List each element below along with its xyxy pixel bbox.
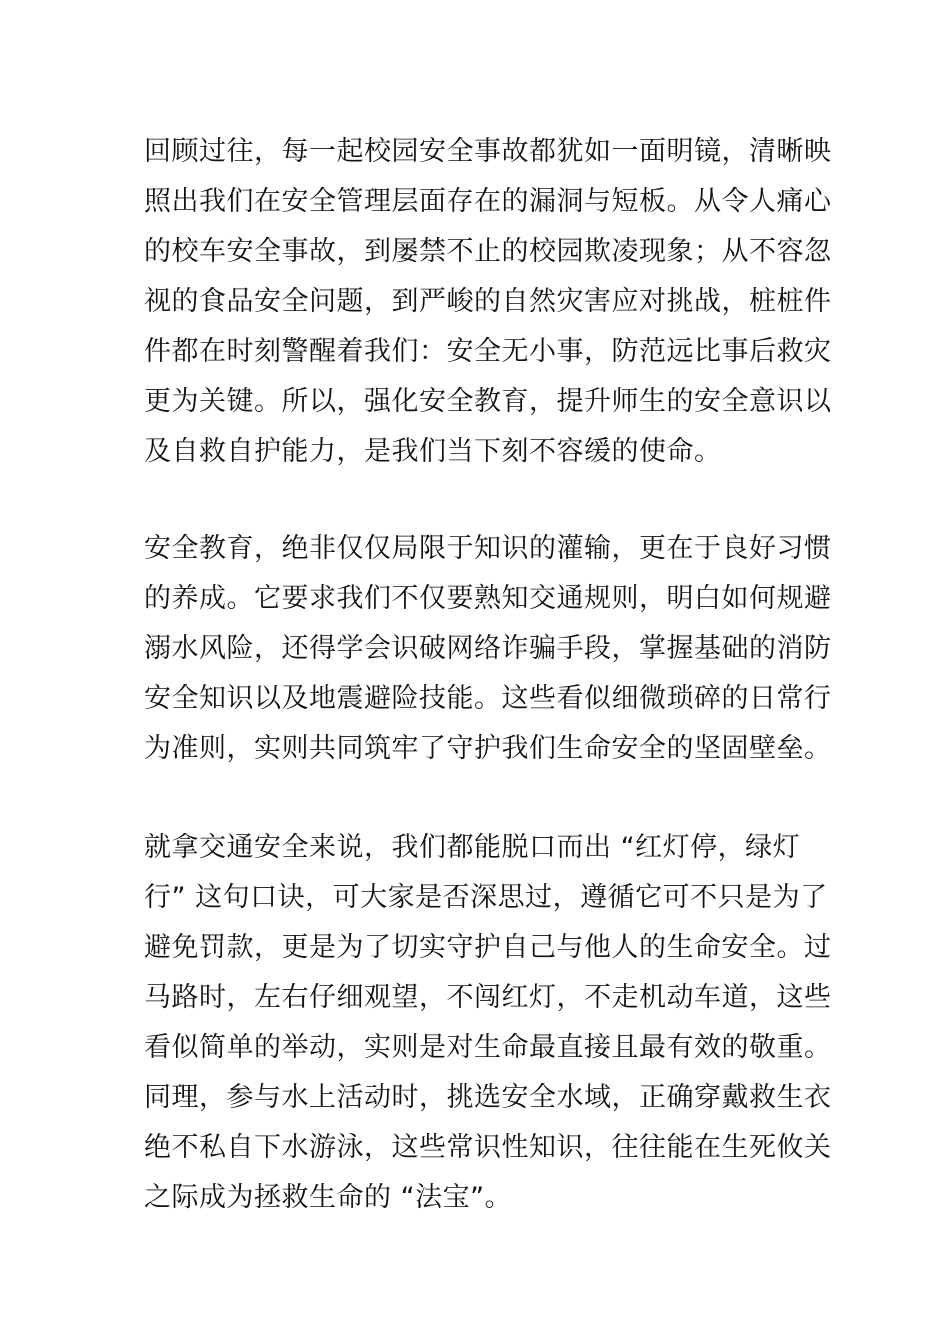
paragraph-line: 就拿交通安全来说，我们都能脱口而出 “红灯停，绿灯 <box>144 832 801 863</box>
paragraph-line: 溺水风险，还得学会识破网络诈骗手段，掌握基础的消防 <box>144 633 832 664</box>
paragraph-line: 避免罚款，更是为了切实守护自己与他人的生命安全。过 <box>144 932 832 963</box>
paragraph-2 <box>144 524 832 774</box>
paragraph-line: 之际成为拯救生命的 “法宝”。 <box>144 1182 513 1213</box>
paragraph-line: 照出我们在安全管理层面存在的漏洞与短板。从令人痛心 <box>144 186 832 217</box>
paragraph-line: 为准则，实则共同筑牢了守护我们生命安全的坚固壁垒。 <box>144 733 832 764</box>
paragraph-line: 视的食品安全问题，到严峻的自然灾害应对挑战，桩桩件 <box>144 286 832 317</box>
paragraph-1 <box>144 127 832 477</box>
paragraph-line: 安全教育，绝非仅仅局限于知识的灌输，更在于良好习惯 <box>144 533 832 564</box>
paragraph-line: 马路时，左右仔细观望，不闯红灯，不走机动车道，这些 <box>144 982 832 1013</box>
paragraph-line: 绝不私自下水游泳，这些常识性知识，往往能在生死攸关 <box>144 1132 832 1163</box>
paragraph-line: 的养成。它要求我们不仅要熟知交通规则，明白如何规避 <box>144 583 832 614</box>
paragraph-line: 看似简单的举动，实则是对生命最直接且最有效的敬重。 <box>144 1032 832 1063</box>
paragraph-line: 行” 这句口诀，可大家是否深思过，遵循它可不只是为了 <box>144 882 828 913</box>
paragraph-line: 安全知识以及地震避险技能。这些看似细微琐碎的日常行 <box>144 683 832 714</box>
paragraph-line: 及自救自护能力，是我们当下刻不容缓的使命。 <box>144 436 722 467</box>
paragraph-line: 同理，参与水上活动时，挑选安全水域，正确穿戴救生衣 <box>144 1082 832 1113</box>
paragraph-3 <box>144 823 832 1223</box>
paragraph-line: 的校车安全事故，到屡禁不止的校园欺凌现象；从不容忽 <box>144 236 832 267</box>
paragraph-line: 更为关键。所以，强化安全教育，提升师生的安全意识以 <box>144 386 832 417</box>
paragraph-line: 回顾过往，每一起校园安全事故都犹如一面明镜，清晰映 <box>144 136 832 167</box>
paragraph-line: 件都在时刻警醒着我们：安全无小事，防范远比事后救灾 <box>144 336 832 367</box>
